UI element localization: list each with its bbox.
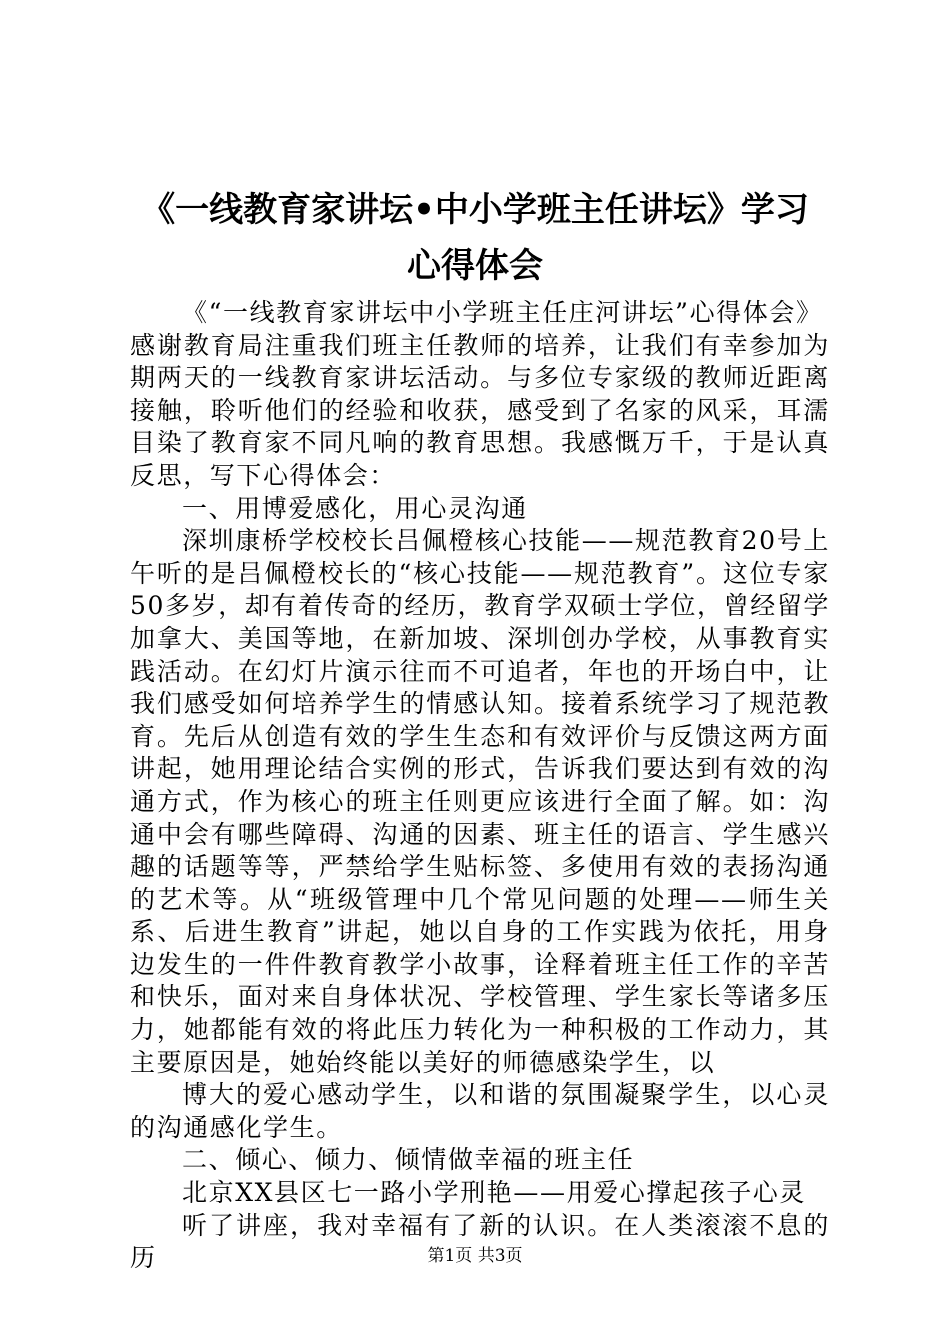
document-body [130,297,830,1275]
paragraph-source-title: 《“一线教育家讲坛中小学班主任庄河讲坛”心得体会》 [182,298,823,327]
paragraph-section-1-continued: 博大的爱心感动学生，以和谐的氛围凝聚学生，以心灵的沟通感化学生。 [130,1080,830,1142]
paragraph-speaker-line: 北京XX县区七一路小学刑艳——用爱心撑起孩子心灵 [182,1178,806,1208]
paragraph-section-2: 听了讲座，我对幸福有了新的认识。在人类滚滚不息的历 [130,1210,830,1273]
paragraph-section-1: 深圳康桥学校校长吕佩橙核心技能——规范教育20号上午听的是吕佩橙校长的“核心技能——规范教育”。这位专家50多岁，却有着传奇的经历，教育学双硕士学位，曾经留学加拿大、美国等地，在新加坡、深圳创办学校，从事教育实践活动。在幻灯片演示往而不可追者，年也的开场白中，让我们感受如何培养学生的情感认知。接着系统学习了规范教育。先后从创造有效的学生生态和有效评价与反馈这两方面讲起，她用理论结合实例的形式，告诉我们要达到有效的沟通方式，作为核心的班主任则更应该进行全面了解。如：沟通中会有哪些障碍、沟通的因素、班主任的语言、学生感兴趣的话题等等，严禁给学生贴标签、多使用有效的表扬沟通的艺术等。从“班级管理中几个常见问题的处理——师生关系、后进生教育”讲起，她以自身的工作实践为依托，用身边发生的一件件教育教学小故事，诠释着班主任工作的辛苦和快乐，面对来自身体状况、学校管理、学生家长等诸多压力，她都能有效的将此压力转化为一种积极的工作动力，其主要原因是，她始终能以美好的师德感染学生，以 [130,526,831,1077]
document-title-line-1: 《一线教育家讲坛•中小学班主任讲坛》学习 [141,190,809,230]
section-heading-2: 二、倾心、倾力、倾情做幸福的班主任 [182,1145,635,1175]
document-title-line-2: 心得体会 [407,246,543,286]
section-heading-1: 一、用博爱感化，用心灵沟通 [182,493,528,523]
paragraph-intro: 感谢教育局注重我们班主任教师的培养，让我们有幸参加为期两天的一线教育家讲坛活动。与多位专家级的教师近距离接触，聆听他们的经验和收获，感受到了名家的风采，耳濡目染了教育家不同凡响的教育思想。我感慨万千，于是认真反思，写下心得体会： [130,330,830,490]
page-footer: 第1页 共3页 [427,1246,523,1266]
